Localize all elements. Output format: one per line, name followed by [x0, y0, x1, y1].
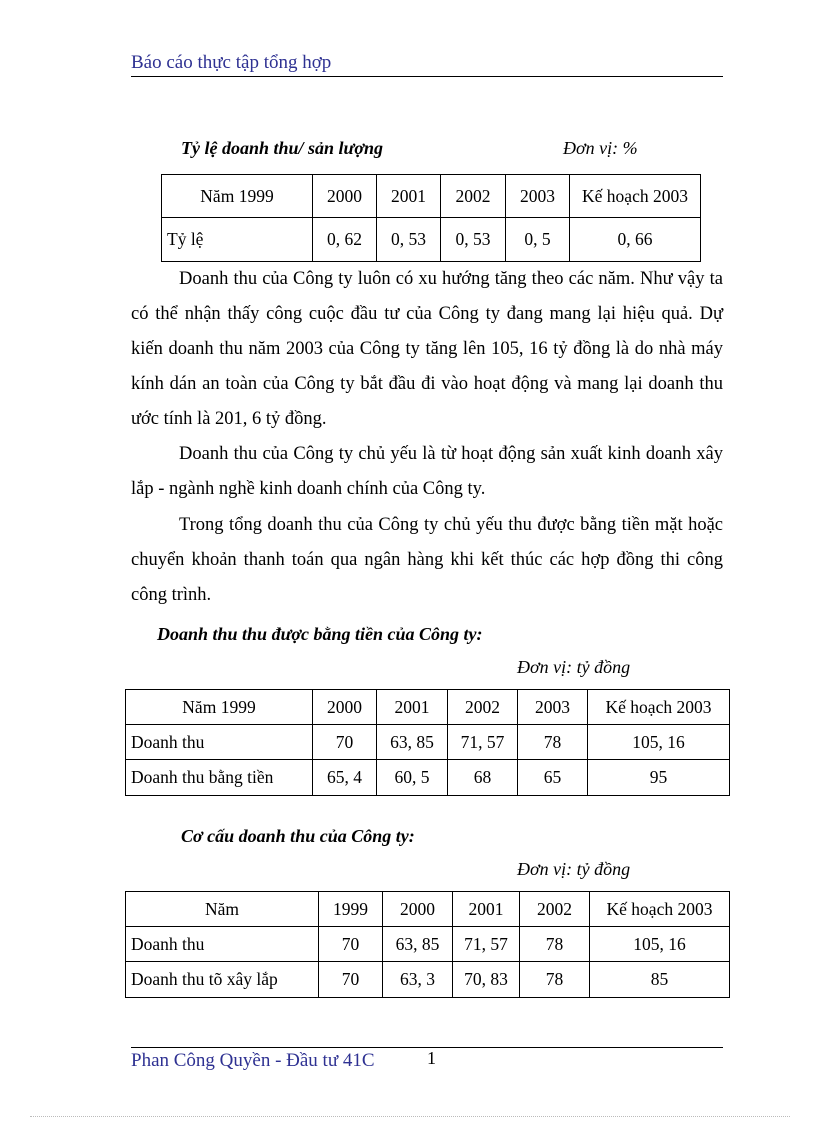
table-row	[126, 962, 730, 998]
cash-revenue-table	[125, 689, 730, 796]
cell: 63, 3	[383, 962, 453, 998]
header-cell: 2001	[377, 175, 441, 218]
table-header-row	[162, 175, 701, 218]
page-header: Báo cáo thực tập tổng hợp	[131, 52, 723, 77]
cell: 95	[588, 760, 730, 796]
table3-unit: Đơn vị: tỷ đồng	[517, 859, 631, 879]
table-header-row	[126, 690, 730, 725]
table3-caption: Cơ cấu doanh thu của Công ty:	[181, 826, 415, 846]
cell: 63, 85	[377, 725, 448, 760]
header-cell: Năm 1999	[162, 175, 313, 218]
table-row	[126, 725, 730, 760]
cell: 105, 16	[590, 927, 730, 962]
cell: 0, 66	[570, 218, 701, 262]
cell: 78	[520, 927, 590, 962]
cell: 63, 85	[383, 927, 453, 962]
header-cell: 1999	[319, 892, 383, 927]
table2-unit: Đơn vị: tỷ đồng	[517, 657, 631, 677]
header-cell: 2003	[506, 175, 570, 218]
header-cell: 2000	[313, 690, 377, 725]
header-cell: 2002	[441, 175, 506, 218]
table1-caption: Tỷ lệ doanh thu/ sản lượng	[181, 138, 383, 158]
cell: 71, 57	[448, 725, 518, 760]
ratio-table	[161, 174, 701, 262]
cell: 0, 62	[313, 218, 377, 262]
header-cell: 2002	[520, 892, 590, 927]
cell: 60, 5	[377, 760, 448, 796]
paragraph-3: Trong tổng doanh thu của Công ty chủ yếu thu được bằng tiền mặt hoặc chuyển khoản thanh toán qua ngân hàng khi kết thúc các hợp đồng thi công công trình.	[131, 515, 723, 605]
cell: 65, 4	[313, 760, 377, 796]
cell: 0, 5	[506, 218, 570, 262]
cell: 85	[590, 962, 730, 998]
header-cell: 2002	[448, 690, 518, 725]
row-label: Doanh thu	[126, 725, 313, 760]
cell: 71, 57	[453, 927, 520, 962]
header-cell: 2000	[383, 892, 453, 927]
cell: 70	[313, 725, 377, 760]
table-header-row	[126, 892, 730, 927]
cell: 70	[319, 927, 383, 962]
cell: 65	[518, 760, 588, 796]
cell: 0, 53	[441, 218, 506, 262]
header-cell: Kế hoạch 2003	[588, 690, 730, 725]
header-cell: 2000	[313, 175, 377, 218]
page-number: 1	[427, 1048, 436, 1068]
header-cell: 2003	[518, 690, 588, 725]
header-cell: 2001	[377, 690, 448, 725]
table-row	[126, 927, 730, 962]
paragraph-2: Doanh thu của Công ty chủ yếu là từ hoạt động sản xuất kinh doanh xây lắp - ngành nghề kinh doanh chính của Công ty.	[131, 444, 723, 499]
table1-unit: Đơn vị: %	[563, 138, 638, 158]
row-label: Tỷ lệ	[162, 218, 313, 262]
paragraph-1: Doanh thu của Công ty luôn có xu hướng tăng theo các năm. Như vậy ta có thể nhận thấy công cuộc đầu tư của Công ty đang mang lại hiệu quả. Dự kiến doanh thu năm 2003 của Công ty tăng lên 105, 16 tỷ đồng là do nhà máy kính dán an toàn của Công ty bắt đầu đi vào hoạt động và mang lại doanh thu ước tính là 201, 6 tỷ đồng.	[131, 269, 723, 429]
header-cell: 2001	[453, 892, 520, 927]
cell: 70	[319, 962, 383, 998]
table-row	[126, 760, 730, 796]
table2-caption: Doanh thu thu được bằng tiền của Công ty:	[157, 624, 483, 644]
cell: 68	[448, 760, 518, 796]
row-label: Doanh thu tõ xây lắp	[126, 962, 319, 998]
cell: 78	[520, 962, 590, 998]
header-cell: Kế hoạch 2003	[570, 175, 701, 218]
cell: 78	[518, 725, 588, 760]
header-cell: Năm 1999	[126, 690, 313, 725]
footer-author: Phan Công Quyền - Đầu tư 41C	[131, 1050, 375, 1071]
cell: 70, 83	[453, 962, 520, 998]
cell: 105, 16	[588, 725, 730, 760]
row-label: Doanh thu	[126, 927, 319, 962]
page-edge	[30, 1116, 790, 1117]
header-cell: Kế hoạch 2003	[590, 892, 730, 927]
row-label: Doanh thu bằng tiền	[126, 760, 313, 796]
revenue-structure-table	[125, 891, 730, 998]
header-cell: Năm	[126, 892, 319, 927]
table-row	[162, 218, 701, 262]
cell: 0, 53	[377, 218, 441, 262]
